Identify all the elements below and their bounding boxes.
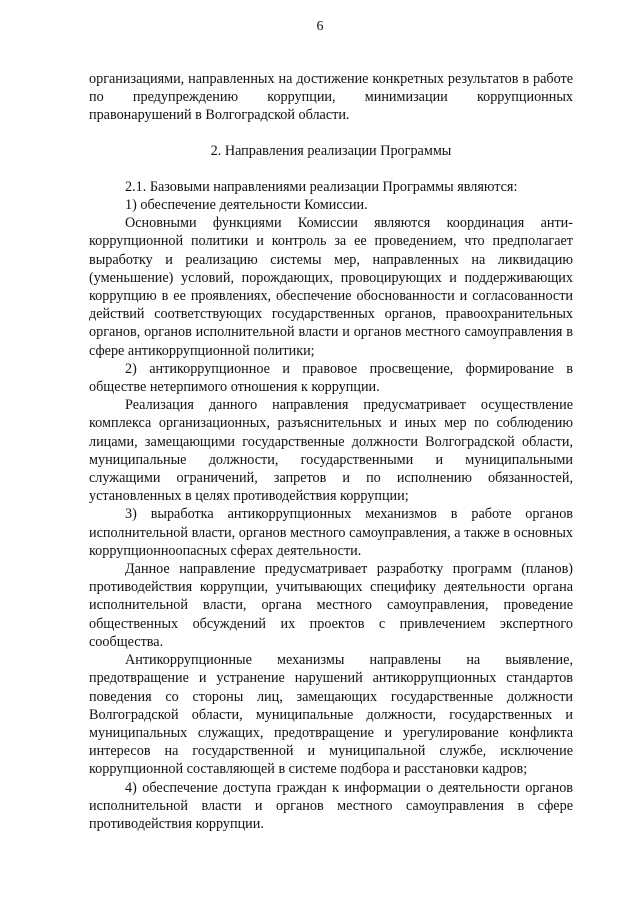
page-body xyxy=(89,70,573,833)
paragraph-item-3: 3) выработка антикоррупционных механизмов в работе органов исполнительной власти, органов местного самоуправления, а также в основных коррупционноопасных сферах деятельности. xyxy=(89,506,573,559)
paragraph-commission-functions: Основными функциями Комиссии являются координация антикоррупционной политики и контроль за ее проведением, что предполагает выработку и реализацию системы мер, направленных на ликвидацию (уменьшение) условий, порождающих, провоцирующих и поддерживающих коррупцию в ее проявлениях, обеспечение обоснованности и согласованности действий соответствующих государственных органов, правоохранительных органов, органов исполнительной власти и органов местного самоуправления в сфере антикоррупционной политики; xyxy=(89,215,573,359)
paragraph-anticorruption-mechanisms: Антикоррупционные механизмы направлены на выявление, предотвращение и устранение нарушений антикоррупционных стандартов поведения со стороны лиц, замещающих государственные должности Волгоградской области, муниципальные должности, государственных и муниципальных служащих, предотвращение и урегулирование конфликта интересов на государственной и муниципальной службе, исключение коррупционной составляющей в системе подбора и расстановки кадров; xyxy=(89,652,573,778)
section-heading: 2. Направления реализации Программы xyxy=(210,142,452,159)
paragraph-item-4: 4) обеспечение доступа граждан к информации о деятельности органов исполнительной власти и органов местного самоуправления в сфере противодействия коррупции. xyxy=(89,779,573,832)
paragraph-item-2: 2) антикоррупционное и правовое просвещение, формирование в обществе нетерпимого отношения к коррупции. xyxy=(89,360,573,396)
page-number: 6 xyxy=(316,19,324,34)
intro-paragraph: организациями, направленных на достижение конкретных результатов в работе по предупреждению коррупции, минимизации коррупционных правонарушений в Волгоградской области. xyxy=(89,71,573,124)
paragraph-direction-implementation: Реализация данного направления предусматривает осуществление комплекса организационных, разъяснительных и иных мер по соблюдению лицами, замещающими государственные должности Волгоградской области, муниципальные должности, государственными и муниципальными служащими ограничений, запретов и по исполнению обязанностей, установленных в целях противодействия коррупции; xyxy=(89,397,573,505)
paragraph-basic-directions: 2.1. Базовыми направлениями реализации Программы являются: xyxy=(125,178,518,195)
paragraph-item-1: 1) обеспечение деятельности Комиссии. xyxy=(125,197,368,214)
paragraph-program-development: Данное направление предусматривает разработку программ (планов) противодействия коррупции, учитывающих специфику деятельности органа исполнительной власти, органа местного самоуправления, проведение общественных обсуждений их проектов с привлечением экспертного сообщества. xyxy=(89,561,573,650)
